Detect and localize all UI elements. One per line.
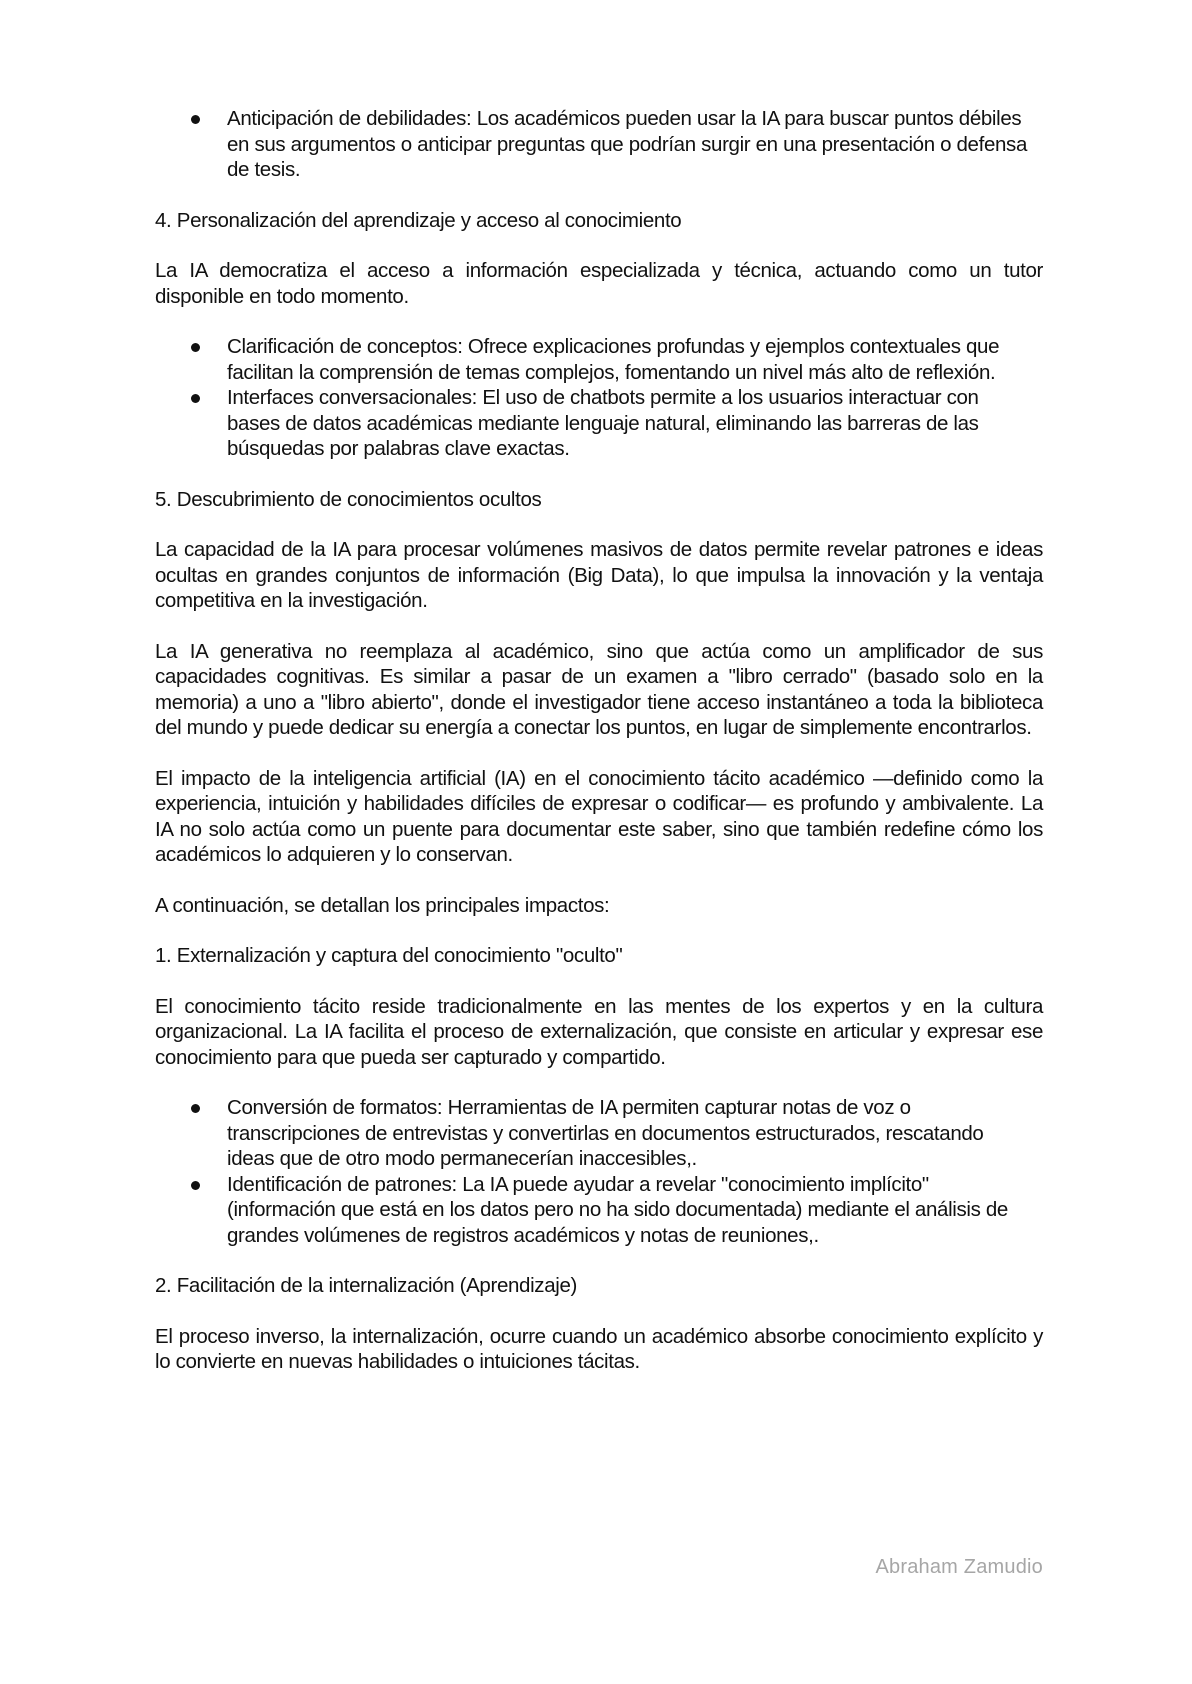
bullet-text: Interfaces conversacionales: El uso de chatbots permite a los usuarios interactuar con bases de datos académicas mediante lenguaje natural, eliminando las barreras de las búsquedas por palabras clave exactas. [227, 386, 979, 460]
section-heading-2: 2. Facilitación de la internalización (Aprendizaje) [155, 1274, 577, 1297]
bullet-item [155, 1172, 1043, 1249]
bullet-item [155, 1095, 1043, 1172]
paragraph: La IA democratiza el acceso a información especializada y técnica, actuando como un tutor disponible en todo momento. [155, 259, 1043, 308]
intro-line: A continuación, se detallan los principales impactos: [155, 893, 610, 917]
bullet-icon [191, 1181, 200, 1190]
bullet-icon [191, 394, 200, 403]
bullet-list [155, 334, 1043, 462]
bullet-text: Identificación de patrones: La IA puede ayudar a revelar "conocimiento implícito" (información que está en los datos pero no ha sido documentada) mediante el análisis de grandes volúmenes de registros académicos y notas de reuniones,. [227, 1172, 1008, 1247]
paragraph: El conocimiento tácito reside tradicionalmente en las mentes de los expertos y en la cultura organizacional. La IA facilita el proceso de externalización, que consiste en articular y expresar ese conocimiento para que pueda ser capturado y compartido. [155, 994, 1043, 1069]
paragraph: La capacidad de la IA para procesar volúmenes masivos de datos permite revelar patrones e ideas ocultas en grandes conjuntos de información (Big Data), lo que impulsa la innovación y la ventaja competitiva en la investigación. [155, 538, 1043, 612]
bullet-text: Conversión de formatos: Herramientas de IA permiten capturar notas de voz o transcripciones de entrevistas y convertirlas en documentos estructurados, rescatando ideas que de otro modo permanecerían inaccesibles,. [227, 1096, 984, 1170]
bullet-icon [191, 1104, 200, 1113]
bullet-icon [191, 115, 200, 124]
section-heading-4: 4. Personalización del aprendizaje y acceso al conocimiento [155, 208, 682, 232]
bullet-text: Anticipación de debilidades: Los académicos pueden usar la IA para buscar puntos débiles en sus argumentos o anticipar preguntas que podrían surgir en una presentación o defensa de tesis. [227, 107, 1028, 181]
bullet-list [155, 106, 1043, 183]
bullet-list [155, 1095, 1043, 1248]
section-heading-1: 1. Externalización y captura del conocimiento "oculto" [155, 944, 623, 967]
paragraph: El impacto de la inteligencia artificial (IA) en el conocimiento tácito académico —definido como la experiencia, intuición y habilidades difíciles de expresar o codificar— es profundo y ambivalente. La IA no solo actúa como un puente para documentar este saber, sino que también redefine cómo los académicos lo adquieren y lo conservan. [155, 766, 1043, 866]
bullet-item [155, 334, 1043, 385]
bullet-icon [191, 343, 200, 352]
footer-author: Abraham Zamudio [875, 1556, 1043, 1578]
paragraph: El proceso inverso, la internalización, ocurre cuando un académico absorbe conocimiento explícito y lo convierte en nuevas habilidades o intuiciones tácitas. [155, 1324, 1043, 1373]
bullet-item [155, 385, 1043, 462]
document-page [155, 106, 1043, 1400]
bullet-text: Clarificación de conceptos: Ofrece explicaciones profundas y ejemplos contextuales que facilitan la comprensión de temas complejos, fomentando un nivel más alto de reflexión. [227, 335, 1000, 384]
paragraph: La IA generativa no reemplaza al académico, sino que actúa como un amplificador de sus capacidades cognitivas. Es similar a pasar de un examen a "libro cerrado" (basado solo en la memoria) a uno a "libro abierto", donde el investigador tiene acceso instantáneo a toda la biblioteca del mundo y puede dedicar su energía a conectar los puntos, en lugar de simplemente encontrarlos. [155, 639, 1043, 739]
section-heading-5: 5. Descubrimiento de conocimientos ocultos [155, 487, 542, 511]
bullet-item [155, 106, 1043, 183]
